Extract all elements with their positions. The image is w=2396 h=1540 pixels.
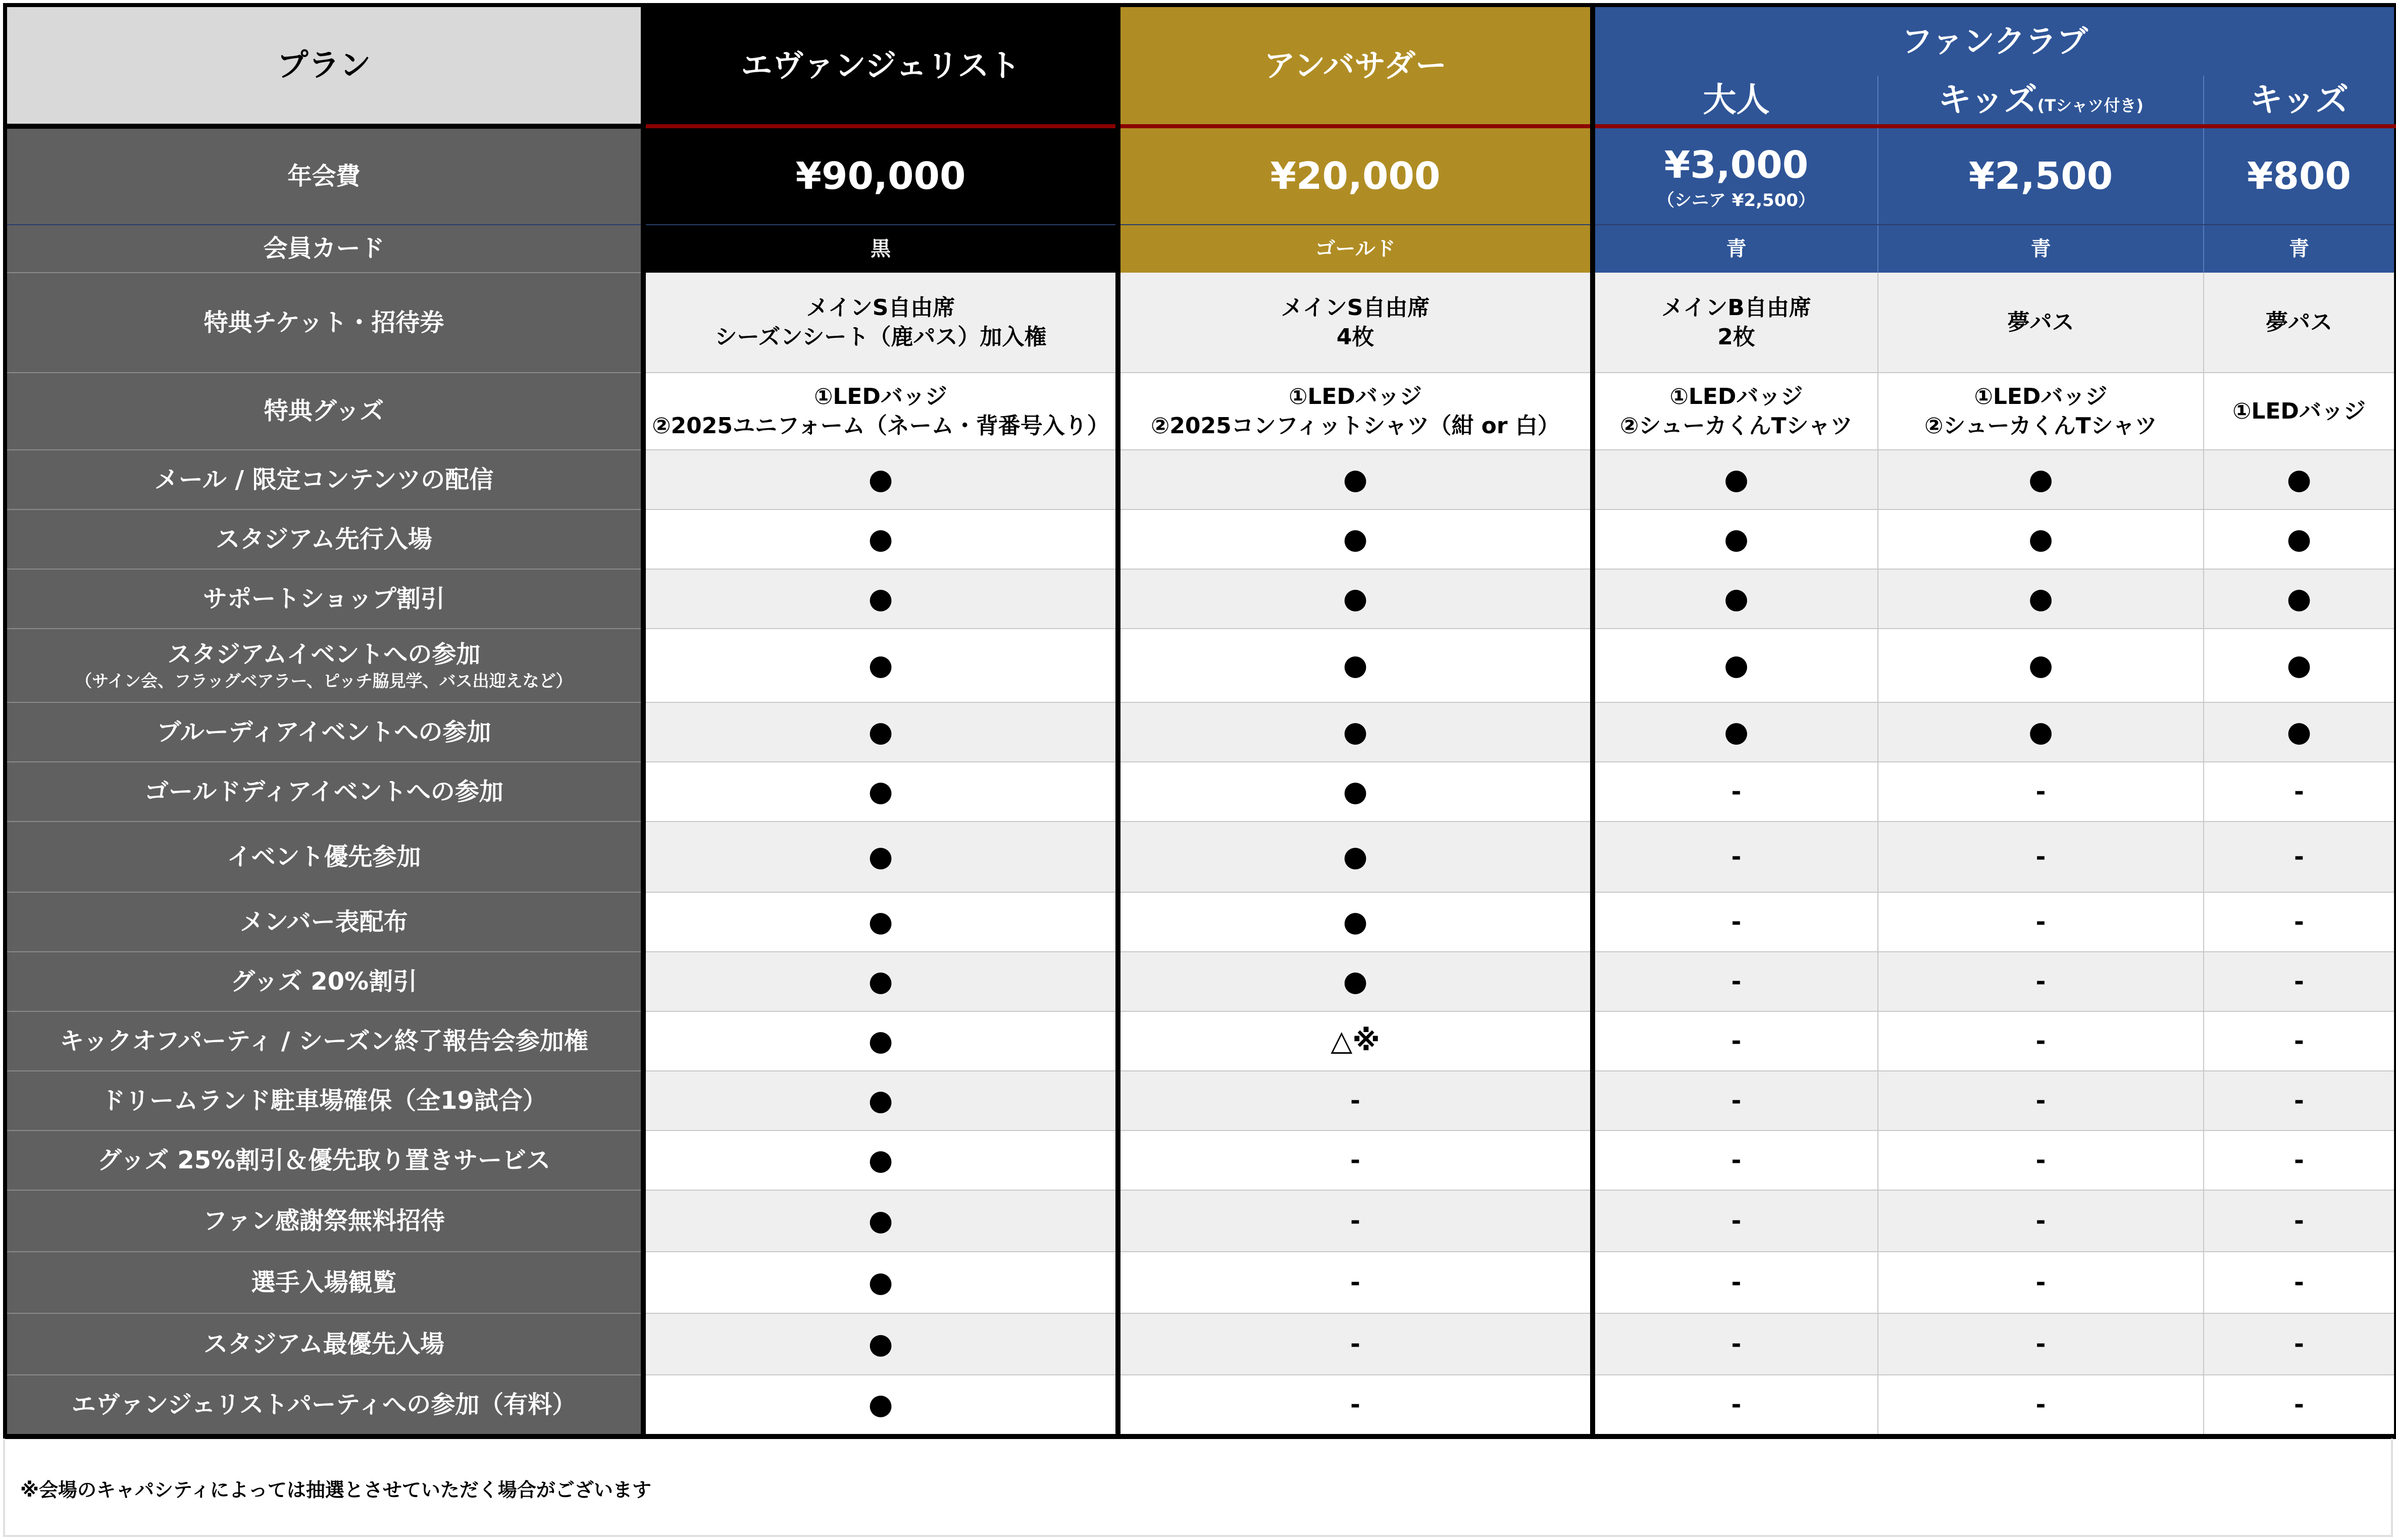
benefit-row	[5, 629, 2395, 702]
fanclub-kids-tshirt-benefit-cell: ●	[1878, 569, 2204, 629]
fanclub-kids-tshirt-benefit-cell: ●	[1878, 629, 2204, 702]
fanclub-adult-benefit-cell: ●	[1593, 629, 1878, 702]
benefit-label	[5, 822, 643, 892]
ambassador-benefit-cell: メインS自由席 4枚	[1118, 273, 1593, 373]
benefit-label	[5, 1252, 643, 1313]
benefit-label	[5, 509, 643, 569]
annual-fee-label: 年会費	[5, 126, 643, 225]
fanclub-kids-tshirt-benefit-cell: -	[1878, 1131, 2204, 1190]
fanclub-adult-benefit-cell: -	[1593, 952, 1878, 1011]
benefit-row	[5, 1375, 2395, 1436]
evangelist-benefit-cell: ●	[643, 1131, 1118, 1190]
ambassador-header: アンバサダー	[1118, 5, 1593, 126]
benefit-label-text: ブルーディアイベントへの参加	[157, 717, 491, 746]
fanclub-adult-fee	[1593, 126, 1878, 225]
fanclub-adult-benefit-cell: -	[1593, 1190, 1878, 1252]
ambassador-benefit-cell: ●	[1118, 702, 1593, 762]
fanclub-kids-benefit-cell: ●	[2204, 702, 2395, 762]
fanclub-kids-tshirt-benefit-cell: ①LEDバッジ ②シューカくんTシャツ	[1878, 373, 2204, 450]
fanclub-kids-benefit-cell: -	[2204, 1011, 2395, 1071]
senior-fee-note: （シニア ¥2,500）	[1657, 190, 1816, 211]
fanclub-kids-benefit-cell: ●	[2204, 569, 2395, 629]
benefit-row	[5, 1011, 2395, 1071]
benefit-row	[5, 273, 2395, 373]
ambassador-benefit-cell: ①LEDバッジ ②2025コンフィットシャツ（紺 or 白）	[1118, 373, 1593, 450]
benefit-label-text: ドリームランド駐車場確保（全19試合）	[101, 1086, 547, 1115]
evangelist-benefit-cell: ●	[643, 1313, 1118, 1375]
benefit-label	[5, 629, 643, 702]
fanclub-adult-benefit-cell: -	[1593, 1131, 1878, 1190]
fanclub-kids-tshirt-benefit-cell: ●	[1878, 702, 2204, 762]
benefit-label	[5, 1071, 643, 1131]
benefit-label	[5, 1375, 643, 1436]
benefit-label	[5, 762, 643, 822]
benefit-label	[5, 1313, 643, 1375]
benefit-row	[5, 1313, 2395, 1375]
ambassador-benefit-cell: △※	[1118, 1011, 1593, 1071]
ambassador-card: ゴールド	[1118, 225, 1593, 273]
fanclub-adult-benefit-cell: ●	[1593, 509, 1878, 569]
kids-tshirt-main-label: キッズ	[1938, 80, 2037, 120]
benefit-label-text: イベント優先参加	[227, 842, 421, 871]
fanclub-kids-fee: ¥800	[2204, 126, 2395, 225]
ambassador-benefit-cell: ●	[1118, 762, 1593, 822]
ambassador-fee: ¥20,000	[1118, 126, 1593, 225]
evangelist-header: エヴァンジェリスト	[643, 5, 1118, 126]
adult-fee-value: ¥3,000	[1664, 143, 1809, 187]
benefit-row	[5, 952, 2395, 1011]
fanclub-kids-benefit-cell: -	[2204, 892, 2395, 952]
fanclub-kids-benefit-cell: -	[2204, 762, 2395, 822]
fanclub-kids-tshirt-benefit-cell: 夢パス	[1878, 273, 2204, 373]
benefit-label	[5, 373, 643, 450]
fanclub-kids-benefit-cell: -	[2204, 1313, 2395, 1375]
fanclub-kids-benefit-cell: ●	[2204, 509, 2395, 569]
fanclub-kids-tshirt-benefit-cell: -	[1878, 892, 2204, 952]
fanclub-adult-benefit-cell: -	[1593, 822, 1878, 892]
fanclub-kids-tshirt-header	[1878, 76, 2204, 126]
benefit-label-text: スタジアム最優先入場	[203, 1329, 444, 1358]
benefit-label	[5, 273, 643, 373]
benefit-label-text: 特典チケット・招待券	[203, 308, 444, 337]
evangelist-benefit-cell: ●	[643, 892, 1118, 952]
evangelist-benefit-cell: ●	[643, 762, 1118, 822]
benefit-label-text: キックオフパーティ / シーズン終了報告会参加権	[60, 1026, 588, 1055]
benefit-label	[5, 1131, 643, 1190]
fanclub-header: ファンクラブ	[1593, 5, 2395, 76]
fanclub-adult-benefit-cell: ①LEDバッジ ②シューカくんTシャツ	[1593, 373, 1878, 450]
ambassador-benefit-cell: -	[1118, 1313, 1593, 1375]
annual-fee-row	[5, 126, 2395, 225]
benefit-label-text: エヴァンジェリストパーティへの参加（有料）	[71, 1390, 577, 1419]
plan-header-label: プラン	[5, 5, 643, 126]
benefit-label-subtext: （サイン会、フラッグベアラー、ピッチ脇見学、バス出迎えなど）	[75, 671, 573, 691]
benefit-row	[5, 1131, 2395, 1190]
ambassador-benefit-cell: ●	[1118, 892, 1593, 952]
benefit-row	[5, 1252, 2395, 1313]
evangelist-benefit-cell: ●	[643, 1190, 1118, 1252]
evangelist-benefit-cell: ●	[643, 509, 1118, 569]
evangelist-benefit-cell: ●	[643, 822, 1118, 892]
evangelist-benefit-cell: ●	[643, 1011, 1118, 1071]
fanclub-adult-benefit-cell: ●	[1593, 569, 1878, 629]
fanclub-kids-benefit-cell: ●	[2204, 629, 2395, 702]
kids-tshirt-note: (Tシャツ付き)	[2037, 96, 2144, 116]
fanclub-adult-benefit-cell: ●	[1593, 450, 1878, 509]
fanclub-adult-header: 大人	[1593, 76, 1878, 126]
fanclub-kids-benefit-cell: -	[2204, 952, 2395, 1011]
member-card-row	[5, 225, 2395, 273]
fanclub-kids-tshirt-benefit-cell: -	[1878, 952, 2204, 1011]
fanclub-kids-tshirt-benefit-cell: -	[1878, 1313, 2204, 1375]
fanclub-adult-card: 青	[1593, 225, 1878, 273]
benefit-label-text: メンバー表配布	[240, 907, 408, 936]
benefit-row	[5, 373, 2395, 450]
benefit-row	[5, 822, 2395, 892]
membership-plan-table	[3, 3, 2396, 1439]
fanclub-kids-tshirt-benefit-cell: -	[1878, 1190, 2204, 1252]
benefit-label-text: スタジアム先行入場	[216, 525, 432, 553]
fanclub-kids-benefit-cell: ①LEDバッジ	[2204, 373, 2395, 450]
evangelist-benefit-cell: ●	[643, 1071, 1118, 1131]
fanclub-adult-benefit-cell: -	[1593, 1252, 1878, 1313]
benefit-label	[5, 892, 643, 952]
benefit-label-text: ファン感謝祭無料招待	[202, 1206, 445, 1235]
evangelist-benefit-cell: ●	[643, 450, 1118, 509]
ambassador-benefit-cell: ●	[1118, 450, 1593, 509]
ambassador-benefit-cell: ●	[1118, 952, 1593, 1011]
fanclub-kids-card: 青	[2204, 225, 2395, 273]
member-card-label: 会員カード	[5, 225, 643, 273]
fanclub-kids-tshirt-fee: ¥2,500	[1878, 126, 2204, 225]
benefit-row	[5, 509, 2395, 569]
fanclub-kids-benefit-cell: -	[2204, 1071, 2395, 1131]
fanclub-kids-benefit-cell: -	[2204, 1131, 2395, 1190]
ambassador-benefit-cell: ●	[1118, 822, 1593, 892]
benefit-label-text: グッズ 25%割引＆優先取り置きサービス	[97, 1146, 551, 1174]
fanclub-adult-benefit-cell: -	[1593, 1071, 1878, 1131]
evangelist-benefit-cell: ●	[643, 702, 1118, 762]
fanclub-adult-benefit-cell: -	[1593, 1011, 1878, 1071]
evangelist-benefit-cell: ●	[643, 569, 1118, 629]
benefit-label-text: スタジアムイベントへの参加	[167, 640, 481, 669]
fanclub-kids-benefit-cell: -	[2204, 822, 2395, 892]
benefit-row	[5, 1071, 2395, 1131]
evangelist-benefit-cell: ①LEDバッジ ②2025ユニフォーム（ネーム・背番号入り）	[643, 373, 1118, 450]
footnote: ※会場のキャパシティによっては抽選とさせていただく場合がございます	[20, 1479, 651, 1501]
benefit-row	[5, 1190, 2395, 1252]
benefit-label	[5, 1190, 643, 1252]
evangelist-card: 黒	[643, 225, 1118, 273]
fanclub-kids-tshirt-benefit-cell: -	[1878, 1375, 2204, 1436]
ambassador-benefit-cell: ●	[1118, 569, 1593, 629]
fanclub-kids-tshirt-benefit-cell: -	[1878, 1252, 2204, 1313]
fanclub-kids-benefit-cell: ●	[2204, 450, 2395, 509]
fanclub-kids-tshirt-benefit-cell: -	[1878, 762, 2204, 822]
fanclub-kids-tshirt-benefit-cell: -	[1878, 1011, 2204, 1071]
evangelist-benefit-cell: メインS自由席 シーズンシート（鹿パス）加入権	[643, 273, 1118, 373]
benefit-label	[5, 450, 643, 509]
evangelist-benefit-cell: ●	[643, 1252, 1118, 1313]
fanclub-adult-benefit-cell: -	[1593, 892, 1878, 952]
benefit-row	[5, 569, 2395, 629]
evangelist-benefit-cell: ●	[643, 952, 1118, 1011]
benefit-row	[5, 892, 2395, 952]
fanclub-adult-benefit-cell: ●	[1593, 702, 1878, 762]
fanclub-kids-tshirt-benefit-cell: -	[1878, 822, 2204, 892]
ambassador-benefit-cell: -	[1118, 1190, 1593, 1252]
fanclub-kids-tshirt-benefit-cell: ●	[1878, 450, 2204, 509]
benefit-label	[5, 569, 643, 629]
benefit-label-text: メール / 限定コンテンツの配信	[154, 465, 494, 494]
fanclub-kids-tshirt-card: 青	[1878, 225, 2204, 273]
benefit-label-text: ゴールドディアイベントへの参加	[144, 777, 503, 806]
benefit-label	[5, 952, 643, 1011]
fanclub-kids-benefit-cell: 夢パス	[2204, 273, 2395, 373]
ambassador-benefit-cell: ●	[1118, 629, 1593, 702]
evangelist-fee: ¥90,000	[643, 126, 1118, 225]
benefit-label	[5, 702, 643, 762]
benefit-label-text: 特典グッズ	[264, 397, 384, 426]
fanclub-kids-header: キッズ	[2204, 76, 2395, 126]
benefit-label	[5, 1011, 643, 1071]
ambassador-benefit-cell: -	[1118, 1071, 1593, 1131]
fanclub-kids-benefit-cell: -	[2204, 1252, 2395, 1313]
fanclub-kids-tshirt-benefit-cell: -	[1878, 1071, 2204, 1131]
ambassador-benefit-cell: ●	[1118, 509, 1593, 569]
benefit-label-text: 選手入場観覧	[251, 1268, 397, 1297]
fanclub-kids-benefit-cell: -	[2204, 1375, 2395, 1436]
benefit-row	[5, 762, 2395, 822]
fanclub-adult-benefit-cell: -	[1593, 1313, 1878, 1375]
fanclub-adult-benefit-cell: -	[1593, 762, 1878, 822]
ambassador-benefit-cell: -	[1118, 1375, 1593, 1436]
benefit-row	[5, 450, 2395, 509]
ambassador-benefit-cell: -	[1118, 1252, 1593, 1313]
benefit-label-text: グッズ 20%割引	[230, 967, 418, 996]
fanclub-adult-benefit-cell: メインB自由席 2枚	[1593, 273, 1878, 373]
evangelist-benefit-cell: ●	[643, 1375, 1118, 1436]
fanclub-kids-benefit-cell: -	[2204, 1190, 2395, 1252]
fanclub-adult-benefit-cell: -	[1593, 1375, 1878, 1436]
benefit-label-text: サポートショップ割引	[202, 584, 445, 613]
fanclub-kids-tshirt-benefit-cell: ●	[1878, 509, 2204, 569]
evangelist-benefit-cell: ●	[643, 629, 1118, 702]
benefit-row	[5, 702, 2395, 762]
ambassador-benefit-cell: -	[1118, 1131, 1593, 1190]
